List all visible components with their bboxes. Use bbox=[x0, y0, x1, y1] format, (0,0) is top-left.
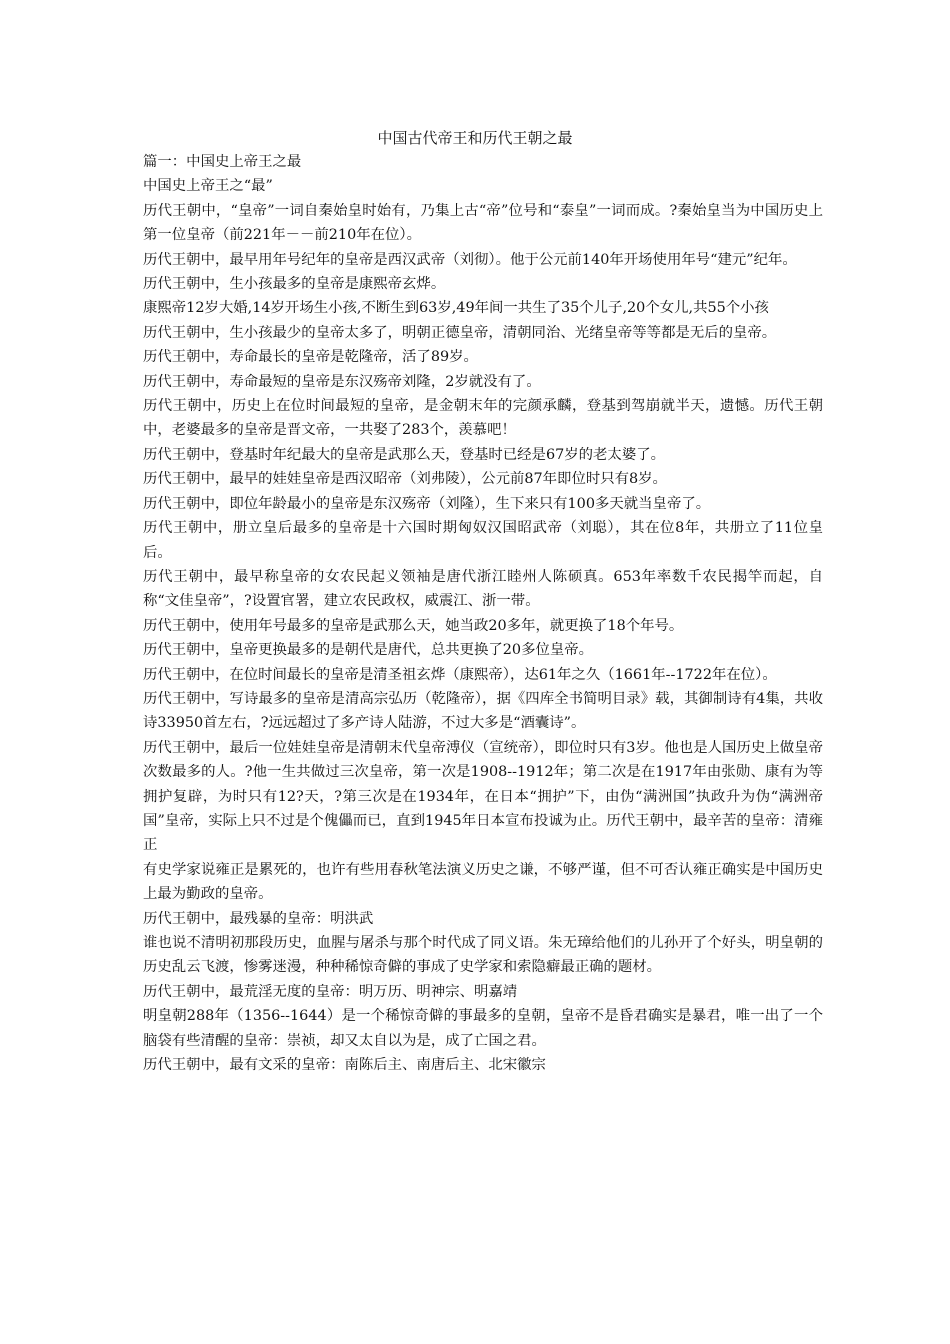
paragraph: 历代王朝中，生小孩最少的皇帝太多了，明朝正德皇帝，清朝同治、光绪皇帝等等都是无后的皇帝。 bbox=[143, 324, 777, 341]
paragraph: 有史学家说雍正是累死的，也许有些用春秋笔法演义历史之谦，不够严谨，但不可否认雍正确实是中国历史上最为勤政的皇帝。 bbox=[143, 861, 823, 903]
paragraph: 历代王朝中，“皇帝”一词自秦始皇时始有，乃集上古“帝”位号和“泰皇”一词而成。?秦始皇当为中国历史上第一位皇帝（前221年－－前210年在位）。 bbox=[143, 202, 823, 244]
document-body bbox=[143, 150, 823, 1077]
paragraph: 历代王朝中，最后一位娃娃皇帝是清朝末代皇帝溥仪（宣统帝），即位时只有3岁。他也是人国历史上做皇帝次数最多的人。?他一生共做过三次皇帝，第一次是1908--1912年；第二次是在1917年由张勋、康有为等拥护复辟，为时只有12?天，?第三次是在1934年，在日本“拥护”下，由伪“满洲国”执政升为伪“满洲帝国”皇帝，实际上只不过是个傀儡而已，直到1945年日本宣布投诚为止。历代王朝中，最辛苦的皇帝：清雍正 bbox=[143, 739, 823, 854]
paragraph: 历代王朝中，最残暴的皇帝：明洪武 bbox=[143, 910, 374, 927]
document-title: 中国古代帝王和历代王朝之最 bbox=[377, 129, 573, 147]
paragraph: 历代王朝中，最早用年号纪年的皇帝是西汉武帝（刘彻）。他于公元前140年开场使用年号“建元”纪年。 bbox=[143, 251, 797, 268]
paragraph: 历代王朝中，在位时间最长的皇帝是清圣祖玄烨（康熙帝），达61年之久（1661年--1722年在位）。 bbox=[143, 666, 777, 683]
paragraph: 历代王朝中，皇帝更换最多的是朝代是唐代，总共更换了20多位皇帝。 bbox=[143, 642, 594, 659]
paragraph: 中国史上帝王之“最” bbox=[143, 178, 273, 195]
paragraph: 历代王朝中，历史上在位时间最短的皇帝，是金朝末年的完颜承麟，登基到驾崩就半天，遗憾。历代王朝中，老婆最多的皇帝是晋文帝，一共娶了283个，羡慕吧！ bbox=[143, 398, 823, 439]
paragraph: 历代王朝中，登基时年纪最大的皇帝是武那么天，登基时已经是67岁的老太婆了。 bbox=[143, 446, 665, 463]
paragraph: 历代王朝中，最有文采的皇帝：南陈后主、南唐后主、北宋徽宗 bbox=[143, 1057, 546, 1074]
paragraph: 历代王朝中，即位年龄最小的皇帝是东汉殇帝（刘隆），生下来只有100多天就当皇帝了。 bbox=[143, 495, 711, 512]
paragraph: 历代王朝中，最早称皇帝的女农民起义领袖是唐代浙江睦州人陈硕真。653年率数千农民揭竿而起，自称“文佳皇帝”，?设置官署，建立农民政权，威震江、浙一带。 bbox=[143, 568, 823, 610]
paragraph: 历代王朝中，册立皇后最多的皇帝是十六国时期匈奴汉国昭武帝（刘聪），其在位8年，共册立了11位皇后。 bbox=[143, 520, 823, 561]
paragraph: 历代王朝中，写诗最多的皇帝是清高宗弘历（乾隆帝），据《四库全书简明目录》载，其御制诗有4集，共收诗33950首左右，?远远超过了多产诗人陆游，不过大多是“酒囊诗”。 bbox=[143, 690, 823, 732]
paragraph: 历代王朝中，最早的娃娃皇帝是西汉昭帝（刘弗陵），公元前87年即位时只有8岁。 bbox=[143, 471, 667, 488]
paragraph: 历代王朝中，寿命最长的皇帝是乾隆帝，活了89岁。 bbox=[143, 349, 478, 366]
paragraph: 谁也说不清明初那段历史，血腥与屠杀与那个时代成了同义语。朱无璋给他们的儿孙开了个好头，明皇朝的历史乱云飞渡，惨雾迷漫，种种稀惊奇僻的事成了史学家和索隐癖最正确的题材。 bbox=[143, 935, 823, 976]
paragraph: 历代王朝中，最荒淫无度的皇帝：明万历、明神宗、明嘉靖 bbox=[143, 983, 518, 1000]
paragraph: 历代王朝中，寿命最短的皇帝是东汉殇帝刘隆，2岁就没有了。 bbox=[143, 373, 541, 390]
paragraph: 历代王朝中，生小孩最多的皇帝是康熙帝玄烨。 bbox=[143, 276, 446, 293]
paragraph: 篇一：中国史上帝王之最 bbox=[143, 154, 302, 170]
paragraph: 康熙帝12岁大婚,14岁开场生小孩,不断生到63岁,49年间一共生了35个儿子,20个女儿,共55个小孩 bbox=[143, 300, 769, 317]
paragraph: 明皇朝288年（1356--1644）是一个稀惊奇僻的事最多的皇朝，皇帝不是昏君确实是暴君，唯一出了一个脑袋有些清醒的皇帝：崇祯，却又太自以为是，成了亡国之君。 bbox=[143, 1008, 823, 1049]
paragraph: 历代王朝中，使用年号最多的皇帝是武那么天，她当政20多年，就更换了18个年号。 bbox=[143, 617, 684, 634]
